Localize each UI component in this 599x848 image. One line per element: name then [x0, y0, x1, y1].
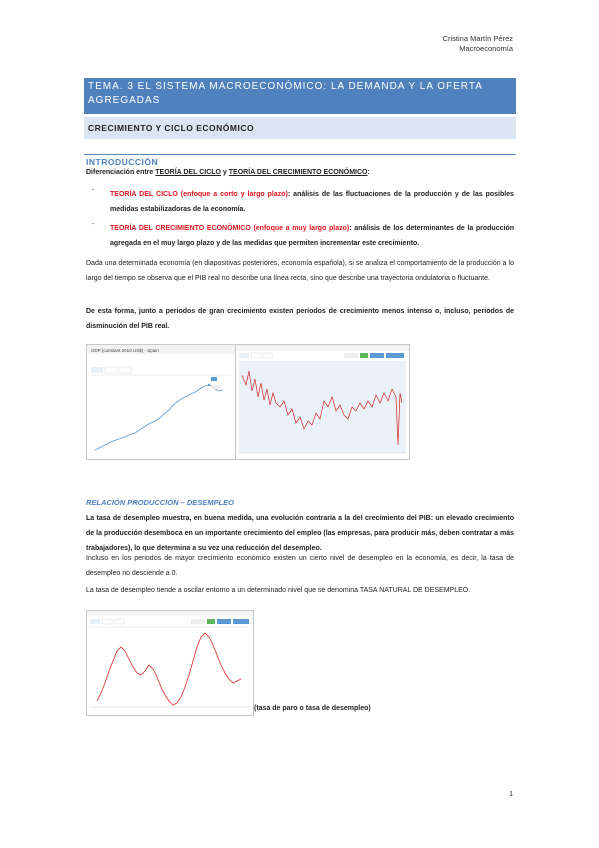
bullet-mark: -: [92, 221, 95, 228]
page-number: 1: [509, 791, 513, 798]
author-name: Cristina Martín Pérez: [442, 34, 513, 43]
unemployment-chart-svg: [87, 611, 253, 715]
chart-caption: (tasa de paro o tasa de desempleo): [254, 705, 371, 712]
section-subtitle: CRECIMIENTO Y CICLO ECONÓMICO: [84, 117, 516, 139]
bullet-item: TEORÍA DEL CRECIMIENTO ECONÓMICO (enfoque a muy largo plazo): análisis de los determinantes de la producción agregada en el muy largo plazo y de las medidas que permiten incrementar este crecimiento.: [110, 225, 514, 247]
subject-name: Macroeconomía: [459, 44, 513, 53]
paragraph: Incluso en los periodos de mayor crecimiento económico existen un cierto nivel de desempleo en la economía, es decir, la tasa de desempleo no desciende a 0.: [86, 555, 514, 577]
bullet-item: TEORÍA DEL CICLO (enfoque a corto y largo plazo): análisis de las fluctuaciones de la producción y de las posibles medidas estabilizadoras de la economía.: [110, 191, 514, 213]
gdp-growth-chart-svg: [236, 345, 409, 459]
paragraph: La tasa de desempleo muestra, en buena medida, una evolución contraria a la del crecimiento del PIB: un elevado crecimiento de la producción desemboca en un importante crecimiento del empleo (las empresas, para producir más, deben contratar a más trabajadores), lo que determina a su vez una reducción del desempleo.: [86, 515, 514, 552]
relacion-heading: RELACIÓN PRODUCCIÓN – DESEMPLEO: [86, 498, 234, 507]
paragraph: La tasa de desempleo tiende a oscilar entorno a un determinado nivel que se denomina TASA NATURAL DE DESEMPLEO.: [86, 587, 471, 594]
section-divider: [84, 154, 516, 155]
paragraph: Dada una determinada economía (en diapositivas posteriores, economía española), si se analiza el comportamiento de la producción a lo largo del tiempo se observa que el PIB real no describe una línea recta, sino que describe una trayectoria ondulatoria o fluctuante.: [86, 260, 514, 282]
unemployment-chart-image: [86, 610, 254, 716]
page-header: [443, 34, 513, 54]
gdp-chart-image: [86, 344, 236, 460]
chapter-title: TEMA. 3 EL SISTEMA MACROECONÓMICO: LA DEMANDA Y LA OFERTA AGREGADAS: [84, 78, 516, 114]
gdp-chart-svg: [87, 345, 235, 459]
bullet-mark: -: [92, 187, 95, 194]
intro-heading: INTRODUCCIÓN: [86, 157, 159, 167]
intro-line: Diferenciación entre TEORÍA DEL CICLO y TEORÍA DEL CRECIMIENTO ECONÓMICO:: [86, 169, 370, 176]
gdp-growth-chart-image: [235, 344, 410, 460]
gdp-chart-title: GDP (constant 2010 US$) - Spain: [91, 348, 159, 353]
paragraph: De esta forma, junto a periodos de gran crecimiento existen periodos de crecimiento menos intenso o, incluso, periodos de disminución del PIB real.: [86, 308, 514, 330]
